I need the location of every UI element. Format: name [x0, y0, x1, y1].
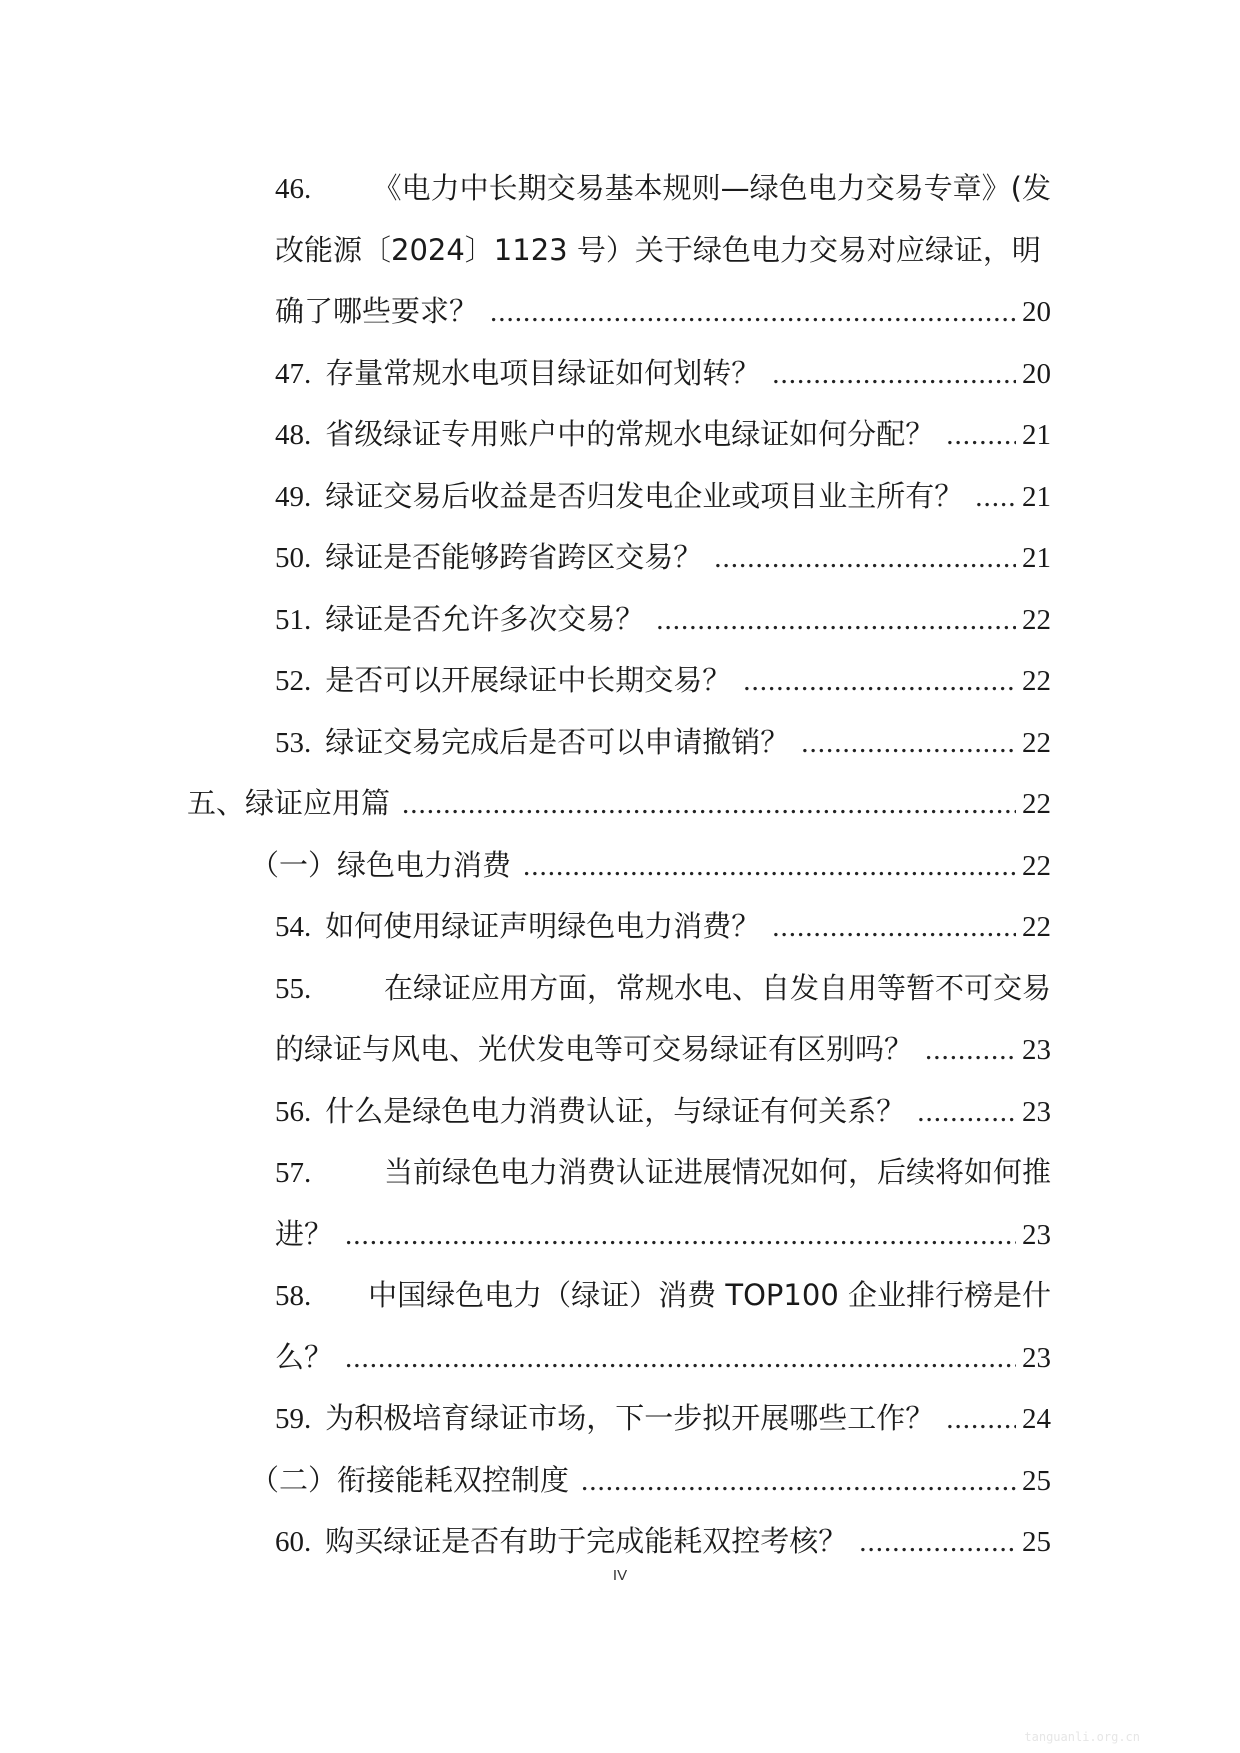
- toc-page-number: 21: [1022, 419, 1051, 451]
- toc-item-number: 46.: [275, 173, 312, 205]
- toc-item-line[interactable]: [0, 220, 1051, 282]
- toc-page-number: 22: [1022, 849, 1051, 882]
- toc-item-text: 《电力中长期交易基本规则—绿色电力交易专章》(发: [372, 171, 1051, 205]
- toc-item-line[interactable]: [0, 404, 1051, 466]
- toc-item-line[interactable]: [0, 1327, 1051, 1389]
- toc-page-number: 25: [1022, 1464, 1051, 1497]
- dot-leader: [714, 528, 1016, 590]
- toc-item-text: 改能源〔2024〕1123 号）关于绿色电力交易对应绿证，明: [275, 232, 1041, 267]
- dot-leader: [772, 897, 1016, 959]
- toc-page-number: 23: [1022, 1095, 1051, 1128]
- toc-page-number: 24: [1022, 1403, 1051, 1435]
- watermark: tanguanli.org.cn: [1024, 1730, 1140, 1744]
- toc-item-line[interactable]: [0, 158, 1051, 220]
- toc-item-line[interactable]: [0, 650, 1051, 712]
- toc-item-number: 49.: [275, 480, 312, 513]
- toc-page-number: 25: [1022, 1526, 1051, 1558]
- toc-item-number: 51.: [275, 603, 312, 636]
- toc-page-number: 21: [1022, 542, 1051, 574]
- toc-item-line[interactable]: [0, 1204, 1051, 1266]
- toc-page-number: 21: [1022, 480, 1051, 513]
- dot-leader: [402, 774, 1016, 836]
- toc-item-text: 为积极培育绿证市场，下一步拟开展哪些工作？: [325, 1401, 935, 1435]
- toc-item-number: 52.: [275, 665, 312, 697]
- toc-item-number: 53.: [275, 726, 312, 759]
- toc-item-text: 存量常规水电项目绿证如何划转？: [325, 355, 761, 390]
- dot-leader: [801, 713, 1016, 775]
- toc-item-number: 60.: [275, 1526, 312, 1558]
- page-number: IV: [612, 1567, 628, 1584]
- dot-leader: [656, 590, 1016, 652]
- toc-section[interactable]: [0, 773, 1051, 835]
- toc-item-number: 47.: [275, 357, 312, 390]
- dot-leader: [523, 836, 1016, 898]
- toc-page-number: 22: [1022, 665, 1051, 697]
- toc-item-number: 58.: [275, 1280, 312, 1312]
- toc-page-number: 22: [1022, 788, 1051, 820]
- toc-item-text: 的绿证与风电、光伏发电等可交易绿证有区别吗？: [275, 1032, 914, 1066]
- toc-item-text: 中国绿色电力（绿证）消费 TOP100 企业排行榜是什: [368, 1278, 1051, 1312]
- dot-leader: [345, 1205, 1016, 1267]
- toc-item-number: 56.: [275, 1095, 312, 1128]
- table-of-contents: [0, 158, 1240, 1573]
- dot-leader: [490, 282, 1016, 344]
- toc-page-number: 22: [1022, 603, 1051, 636]
- toc-item-text: （二）衔接能耗双控制度: [250, 1462, 570, 1497]
- toc-page-number: 23: [1022, 1034, 1051, 1066]
- toc-item-number: 50.: [275, 542, 312, 574]
- dot-leader: [917, 1082, 1016, 1144]
- dot-leader: [925, 1020, 1016, 1082]
- toc-item-text: 确了哪些要求？: [275, 294, 479, 328]
- toc-item-line[interactable]: [0, 1265, 1051, 1327]
- toc-item-text: 么？: [275, 1339, 334, 1374]
- toc-item-line[interactable]: [0, 1388, 1051, 1450]
- toc-item-line[interactable]: [0, 1081, 1051, 1143]
- dot-leader: [345, 1328, 1016, 1390]
- toc-item-line[interactable]: [0, 1019, 1051, 1081]
- toc-item-text: 什么是绿色电力消费认证，与绿证有何关系？: [325, 1093, 906, 1128]
- toc-item-text: 绿证是否允许多次交易？: [325, 601, 645, 636]
- toc-item-line[interactable]: [0, 466, 1051, 528]
- toc-page-number: 23: [1022, 1341, 1051, 1374]
- toc-item-line[interactable]: [0, 527, 1051, 589]
- toc-subsection[interactable]: [0, 835, 1051, 897]
- toc-item-number: 59.: [275, 1403, 312, 1435]
- dot-leader: [859, 1512, 1016, 1574]
- toc-item-number: 55.: [275, 972, 312, 1005]
- toc-item-text: 如何使用绿证声明绿色电力消费？: [325, 909, 761, 943]
- toc-item-line[interactable]: [0, 281, 1051, 343]
- dot-leader: [581, 1451, 1016, 1513]
- toc-item-number: 54.: [275, 911, 312, 943]
- toc-item-line[interactable]: [0, 1142, 1051, 1204]
- toc-item-text: 省级绿证专用账户中的常规水电绿证如何分配？: [325, 417, 935, 451]
- toc-item-line[interactable]: [0, 589, 1051, 651]
- toc-item-text: （一）绿色电力消费: [250, 847, 512, 882]
- dot-leader: [772, 344, 1016, 406]
- toc-item-text: 五、绿证应用篇: [187, 786, 391, 820]
- toc-item-text: 绿证交易完成后是否可以申请撤销？: [325, 724, 790, 759]
- toc-page-number: 20: [1022, 357, 1051, 390]
- toc-item-number: 48.: [275, 419, 312, 451]
- toc-item-line[interactable]: [0, 712, 1051, 774]
- toc-item-text: 在绿证应用方面，常规水电、自发自用等暂不可交易: [383, 970, 1051, 1005]
- toc-item-text: 绿证交易后收益是否归发电企业或项目业主所有？: [325, 478, 964, 513]
- toc-item-text: 进？: [275, 1216, 334, 1251]
- toc-subsection[interactable]: [0, 1450, 1051, 1512]
- toc-page-number: 22: [1022, 911, 1051, 943]
- toc-page-number: 20: [1022, 296, 1051, 328]
- dot-leader: [743, 651, 1016, 713]
- toc-item-line[interactable]: [0, 958, 1051, 1020]
- toc-item-number: 57.: [275, 1157, 312, 1189]
- dot-leader: [946, 1389, 1016, 1451]
- toc-item-text: 是否可以开展绿证中长期交易？: [325, 663, 732, 697]
- toc-item-line[interactable]: [0, 896, 1051, 958]
- toc-item-text: 绿证是否能够跨省跨区交易？: [325, 540, 703, 574]
- toc-item-text: 购买绿证是否有助于完成能耗双控考核？: [325, 1524, 848, 1558]
- toc-page-number: 22: [1022, 726, 1051, 759]
- toc-item-text: 当前绿色电力消费认证进展情况如何，后续将如何推: [383, 1155, 1051, 1189]
- toc-item-line[interactable]: [0, 1511, 1051, 1573]
- toc-page-number: 23: [1022, 1218, 1051, 1251]
- toc-item-line[interactable]: [0, 343, 1051, 405]
- dot-leader: [946, 405, 1016, 467]
- dot-leader: [975, 467, 1016, 529]
